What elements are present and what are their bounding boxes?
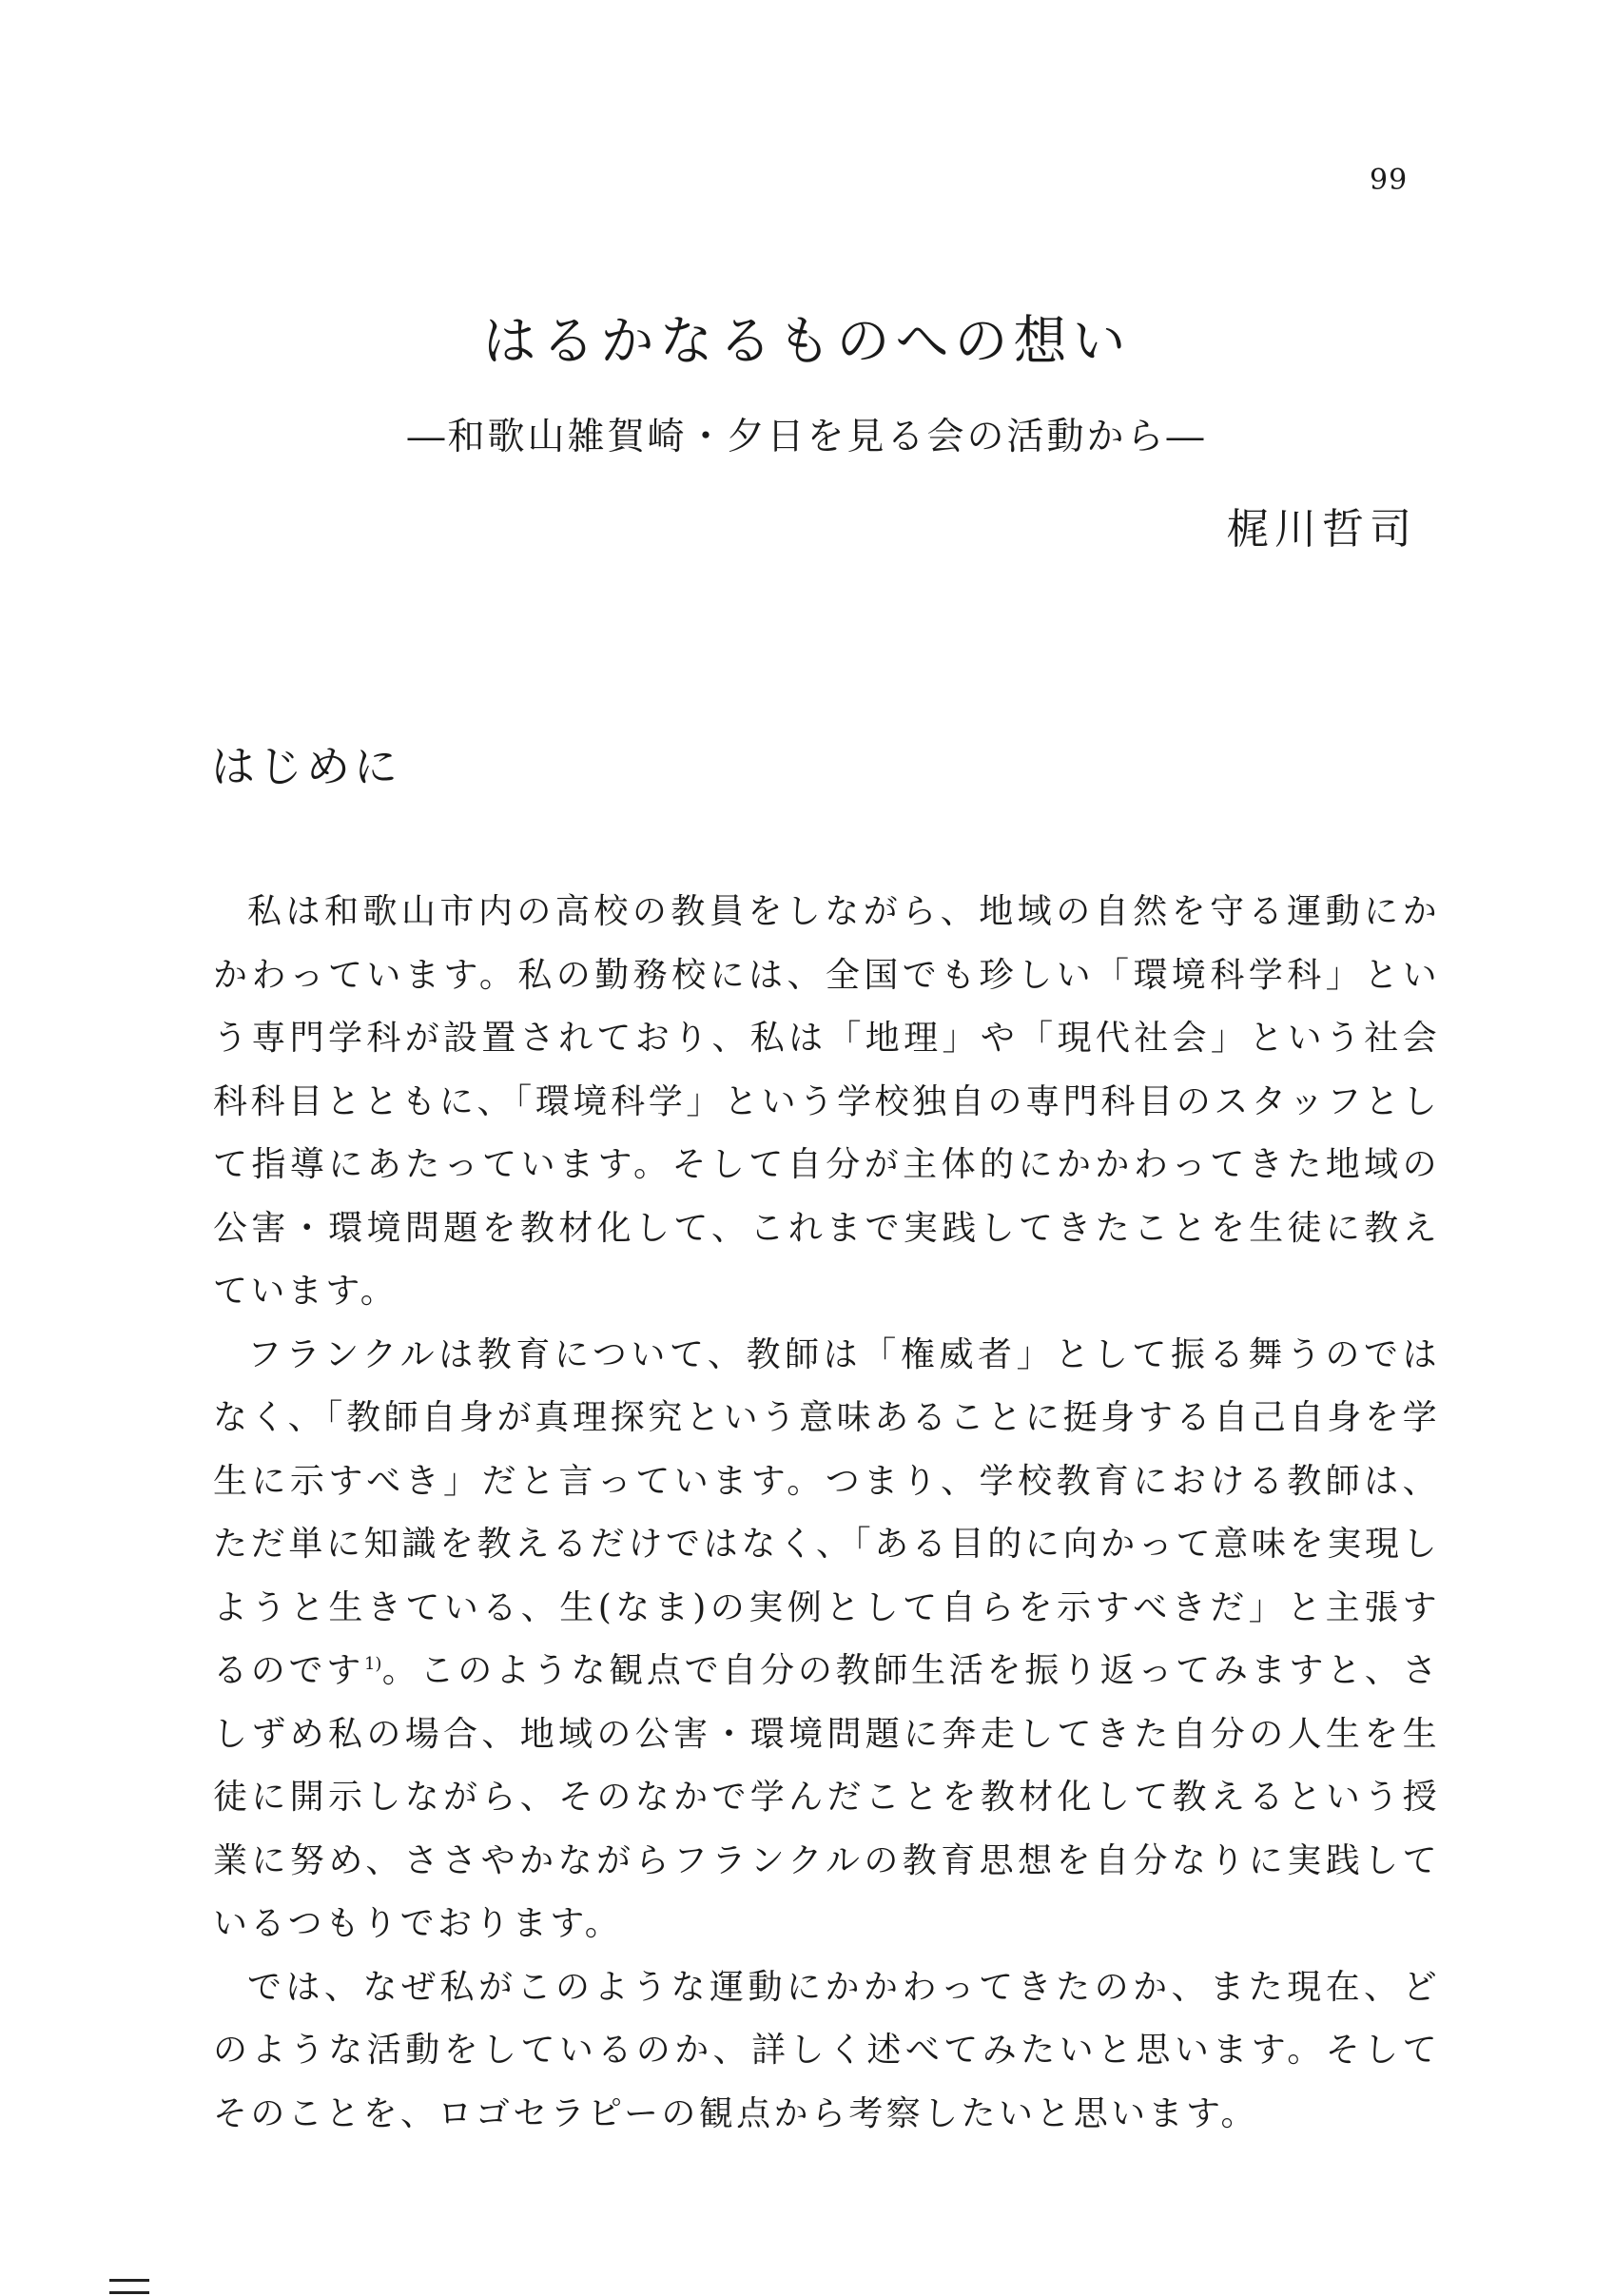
- footnote-reference: 1): [363, 1654, 382, 1674]
- paragraph-3: では、なぜ私がこのような運動にかかわってきたのか、また現在、どのような活動をしているのか、詳しく述べてみたいと思います。そしてそのことを、ロゴセラピーの観点から考察したいと思います。: [213, 1967, 1440, 2133]
- article-subtitle: ―和歌山雑賀崎・夕日を見る会の活動から―: [407, 416, 1207, 458]
- page-number: 99: [1370, 164, 1409, 197]
- article-title: はるかなるものへの想い: [482, 311, 1132, 373]
- paragraph-2: [213, 1324, 1440, 1956]
- paragraph-2-text-a: フランクルは教育について、教師は「権威者」として振る舞うのではなく、「教師自身が真理探究という意味あることに挺身する自己自身を学生に示すべき」だと言っています。つまり、学校教育における教師は、ただ単に知識を教えるだけではなく、「ある目的に向かって意味を実現しようと生きている、生(なま)の実例として自らを示すべきだ」と主張するのです: [213, 1334, 1440, 1690]
- body-text: [213, 881, 1440, 2146]
- paragraph-1: 私は和歌山市内の高校の教員をしながら、地域の自然を守る運動にかかわっています。私の勤務校には、全国でも珍しい「環境科学科」という専門学科が設置されており、私は「地理」や「現代社会」という社会科科目とともに、「環境科学」という学校独自の専門科目のスタッフとして指導にあたっています。そして自分が主体的にかかわってきた地域の公害・環境問題を教材化して、これまで実践してきたことを生徒に教えています。: [213, 892, 1440, 1311]
- author-name: 梶川哲司: [1227, 505, 1417, 554]
- paragraph-2-text-b: 。このような観点で自分の教師生活を振り返ってみますと、さしずめ私の場合、地域の公害・環境問題に奔走してきた自分の人生を生徒に開示しながら、そのなかで学んだことを教材化して教えるという授業に努め、ささやかながらフランクルの教育思想を自分なりに実践しているつもりでおります。: [213, 1651, 1441, 1943]
- footer-mark: [109, 2279, 149, 2294]
- section-heading: はじめに: [211, 741, 401, 792]
